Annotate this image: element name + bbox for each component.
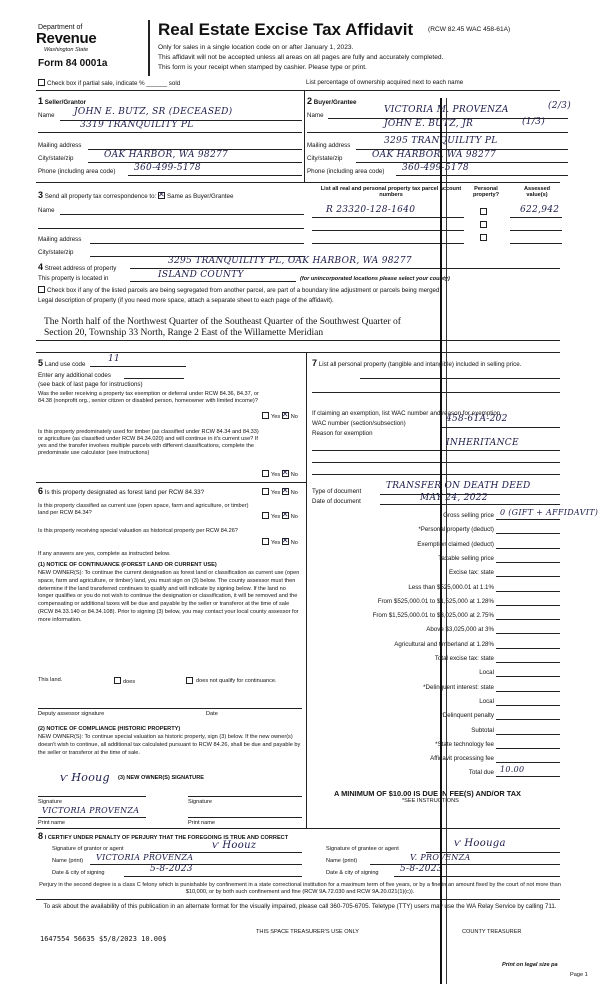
tax-row-label: Agricultural and timberland at 1.28% bbox=[394, 640, 494, 648]
grantee-date[interactable]: 5-8-2023 bbox=[400, 864, 443, 874]
tax-row-label: Subtotal bbox=[471, 726, 494, 734]
forest-no[interactable] bbox=[282, 488, 289, 495]
notice-continuance-body: NEW OWNER(S): To continue the current designation as forest land or classification as current use (open space, farm and agriculture, or timber) land, you must sign on (3) below. The county assessor must then determine if the land transferred continues to qualify and will indicate by signing below. If the land no longer qualifies or you do not wish to continue the designation or classification, it will be removed and the compensating or additional taxes will be due and payable by the seller or transferor at the time of sale (RCW 84.33.140 or 84.34.108). Prior to signing (3) below, you may contact your local county assessor for more information. bbox=[38, 570, 300, 623]
page-title: Real Estate Excise Tax Affidavit bbox=[158, 20, 414, 39]
q2-yes[interactable] bbox=[262, 470, 269, 477]
answers-note: If any answers are yes, complete as instructed below. bbox=[38, 551, 171, 557]
tax-row-label: Taxable selling price bbox=[438, 554, 494, 562]
owner-sig-heading: (3) NEW OWNER(S) SIGNATURE bbox=[118, 775, 204, 781]
cashier-stamp: 1647554 56635 $5/8/2023 10.00$ bbox=[40, 935, 167, 943]
state-label: Washington State bbox=[44, 47, 89, 53]
tax-row-label: Total due bbox=[468, 769, 494, 777]
agency-logo: Revenue bbox=[36, 30, 97, 47]
buyer-name[interactable]: VICTORIA M. PROVENZA bbox=[384, 105, 509, 115]
personal-checkbox-2[interactable] bbox=[480, 221, 487, 228]
personal-checkbox-1[interactable] bbox=[480, 208, 487, 215]
tax-row-label: From $1,525,000.01 to $3,025,000 at 2.75% bbox=[372, 612, 494, 620]
seller-name[interactable]: JOHN E. BUTZ, SR (DECEASED) bbox=[74, 107, 233, 117]
timber-question: Is this property predominately used for timber (as classified under RCW 84.34 and 84.33) or agriculture (as classified under RCW 84.34.020) and will continue in it's current use? If yes and the transfer involves multiple parcels with different classifications, complete the predominate use calculator (see instructions) bbox=[38, 429, 259, 456]
current-use-yes[interactable] bbox=[262, 512, 269, 519]
grantor-date[interactable]: 5-8-2023 bbox=[150, 864, 193, 874]
buyer-share-1: (2/3) bbox=[548, 101, 572, 111]
deputy-date: Date bbox=[206, 711, 218, 717]
buyer-phone[interactable]: 360-499-5178 bbox=[402, 163, 469, 173]
corr-name-label: Name bbox=[38, 207, 55, 214]
doc-type-label: Type of document bbox=[312, 488, 362, 495]
tax-row-label: From $525,000.01 to $1,525,000 at 1.28% bbox=[377, 597, 494, 605]
personal-header: Personal property? bbox=[472, 186, 500, 198]
q1-no[interactable] bbox=[282, 412, 289, 419]
not-qualify: does not qualify for continuance. bbox=[196, 678, 277, 684]
street-label: Street address of property bbox=[44, 265, 117, 272]
tax-row-label: *Delinquent penalty bbox=[440, 712, 494, 720]
buyer-city-label: City/state/zip bbox=[307, 155, 343, 162]
grantor-sig-label: Signature of grantor or agent bbox=[52, 846, 124, 852]
grantee-signature-mark: ⱱ Hoouga bbox=[454, 838, 506, 849]
seller-phone[interactable]: 360-499-5178 bbox=[134, 163, 201, 173]
legal-line-1: The North half of the Northwest Quarter of the Southeast Quarter of the Southwest Quarter of bbox=[44, 317, 401, 327]
sig-label-2: Signature bbox=[188, 799, 212, 805]
this-land: This land. bbox=[38, 677, 63, 683]
same-as-buyer-checkbox[interactable] bbox=[158, 192, 165, 199]
intro-line-3: This form is your receipt when stamped by cashier. Please type or print. bbox=[158, 64, 367, 71]
forest-question: Is this property designated as forest land per RCW 84.33? bbox=[44, 489, 205, 496]
current-use-no[interactable] bbox=[282, 512, 289, 519]
intro-line-1: Only for sales in a single location code on or after January 1, 2023. bbox=[158, 44, 354, 51]
deputy-signature: Deputy assessor signature bbox=[38, 711, 105, 717]
historic-question: Is this property receiving special valuation as historical property per RCW 84.26? bbox=[38, 528, 238, 534]
buyer-name-2[interactable]: JOHN E. BUTZ, JR bbox=[384, 119, 474, 129]
county[interactable]: ISLAND COUNTY bbox=[158, 270, 244, 280]
seller-name-2[interactable]: 3319 TRANQUILITY PL bbox=[80, 120, 194, 130]
exemption-reason[interactable]: INHERITANCE bbox=[446, 438, 519, 448]
personal-property-label: List all personal property (tangible and intangible) included in selling price. bbox=[318, 361, 522, 368]
exemption-question: Was the seller receiving a property tax exemption or deferral under RCW 84.36, 84.37, or 84.38 (nonprofit org., senior citizen or disabled person, homeowner with limited income)? bbox=[38, 391, 259, 404]
exemption-label: If claiming an exemption, list WAC number and reason for exemption. bbox=[312, 410, 502, 417]
tax-row-label: Excise tax: state bbox=[448, 569, 494, 577]
certify-heading: I CERTIFY UNDER PENALTY OF PERJURY THAT THE FOREGOING IS TRUE AND CORRECT bbox=[44, 835, 289, 841]
intro-line-2: This affidavit will not be accepted unless all areas on all pages are fully and accurately completed. bbox=[158, 54, 444, 61]
land-use-code[interactable]: 11 bbox=[108, 354, 121, 364]
tax-row-label: Local bbox=[479, 669, 494, 677]
legal-line-2: Section 20, Township 33 North, Range 2 East of the Willamette Meridian bbox=[44, 328, 324, 338]
wac-label: WAC number (section/subsection) bbox=[312, 420, 406, 427]
scan-line-2 bbox=[446, 98, 447, 984]
scan-line-1 bbox=[440, 98, 442, 984]
segregated-row: Check box if any of the listed parcels are being segregated from another parcel, are part of a boundary line adjustment or parcels being merged. bbox=[38, 286, 441, 294]
grantor-signature-mark: ⱱ Hoouz bbox=[212, 840, 257, 851]
doc-type[interactable]: TRANSFER ON DEATH DEED bbox=[386, 481, 531, 491]
grantee-date-label: Date & city of signing bbox=[326, 870, 379, 876]
notice-continuance-title: (1) NOTICE OF CONTINUANCE (FOREST LAND OR CURRENT USE) bbox=[38, 562, 217, 568]
buyer-mailing[interactable]: 3295 TRANQUILITY PL bbox=[384, 136, 498, 146]
located-label: This property is located in bbox=[38, 275, 109, 282]
notice-compliance-title: (2) NOTICE OF COMPLIANCE (HISTORIC PROPERTY) bbox=[38, 726, 181, 732]
form-number: Form 84 0001a bbox=[38, 58, 108, 69]
buyer-heading: Buyer/Grantee bbox=[313, 99, 357, 106]
tax-row-label: *Personal property (deduct) bbox=[418, 526, 494, 534]
legal-label: Legal description of property (if you need more space, attach a separate sheet to each page of the affidavit). bbox=[38, 297, 334, 304]
seller-mailing-label: Mailing address bbox=[38, 142, 82, 149]
buyer-share-2: (1/3) bbox=[522, 117, 546, 127]
grantor-name[interactable]: VICTORIA PROVENZA bbox=[96, 853, 194, 862]
doc-date-label: Date of document bbox=[312, 498, 361, 505]
grantee-sig-label: Signature of grantee or agent bbox=[326, 846, 399, 852]
additional-codes: Enter any additional codes bbox=[38, 372, 111, 379]
legal-size-note: Print on legal size pa bbox=[502, 962, 558, 968]
partial-sale-row: Check box if partial sale, indicate % ______ sold bbox=[38, 79, 180, 87]
notice-compliance-body: NEW OWNER(S): To continue special valuation as historic property, sign (3) below. If the new owner(s) doesn't wish to continue, all additional tax calculated pursuant to RCW 84.26, shall be due and payable by the seller or transferor at the time of sale. bbox=[38, 734, 301, 756]
q1-yes-no: Yes ✕ No bbox=[262, 412, 298, 420]
tax-row-label: Less than $525,000.01 at 1.1% bbox=[408, 583, 494, 591]
seller-city-label: City/state/zip bbox=[38, 155, 74, 162]
dept-label: Department of bbox=[38, 24, 83, 31]
grantee-name[interactable]: V. PROVENZA bbox=[410, 853, 471, 862]
wac-number[interactable]: 458-61A-202 bbox=[446, 414, 508, 424]
tax-row-label: Gross selling price bbox=[443, 512, 494, 519]
personal-checkbox-3[interactable] bbox=[480, 234, 487, 241]
tax-row-label: *Delinquent interest: state bbox=[423, 683, 494, 691]
tax-row-label: Above $3,025,000 at 3% bbox=[426, 626, 494, 634]
current-use-question: Is this property classified as current use (open space, farm and agriculture, or timber) land per RCW 84.34? bbox=[38, 503, 249, 516]
perjury-notice: Perjury in the second degree is a class C felony which is punishable by confinement in a state correctional institution for a maximum term of five years, or by a fine in an amount fixed by the court of not more than $10,000, or by both such confinement and fine (RCW 9A.72.030 and RCW 9A.20.021(1)(c)). bbox=[39, 882, 561, 895]
parcel-number[interactable]: R 23320-128-1640 bbox=[326, 205, 416, 215]
reason-label: Reason for exemption bbox=[312, 430, 373, 437]
buyer-name-label: Name bbox=[307, 112, 324, 119]
corr-city-label: City/state/zip bbox=[38, 249, 74, 256]
grantee-name-label: Name (print) bbox=[326, 858, 358, 864]
affidavit-page: Department of Revenue Washington State Form 84 0001a Real Estate Excise Tax Affidavit (RCW 82.45 WAC 458-61A) Only for sales in a single location code on or after January 1, 2023. This affidavit will not be accepted unless all areas on all pages are fully and accurately completed. This form is your receipt when stamped by cashier. Please type or print. Check box if partial sale, indicate % ______ sold List percentage of ownership acquired next to each name 1 Seller/Grantor Name JOHN E. BUTZ, SR (DECEASED) 3319 TRANQUILITY PL Mailing address City/state/zip OAK HARBOR, WA 98277 Phone (including area code) 360-499-5178 2 Buyer/Grantee Name VICTORIA M. PROVENZA (2/3) JOHN E. BUTZ, JR (1/3) Mailing address 3295 TRANQUILITY PL City/state/zip OAK HARBOR, WA 98277 Phone (including area code) 360-499-5178 3 Send all property tax correspondence to: ✕ Same as Buyer/Grantee Name Mailing address City/state/zip List all real and personal property tax parcel account numbers Personal property? Assessed value(s) R 23320-128-1640 622,942 4 Street address of property 3295 TRANQUILITY PL, OAK HARBOR, WA 98277 This property is located in ISLAND COUNTY (for unincorporated locations please select your county) Check box if any of the listed parcels are being segregated from another parcel, are part of a boundary line adjustment or parcels being merged. Legal description of property (if you need more space, attach a separate sheet to each page of the affidavit). The North half of the Northwest Quarter of the Southeast Quarter of the Southwest Quarter of Section 20, Township 33 North, Range 2 East of the Willamette Meridian 5 Land use code 11 Enter any additional codes (see back of last page for instructions) Was the seller receiving a property tax exemption or deferral under RCW 84.36, 84.37, or 84.38 (nonprofit org., senior citizen or disabled person, homeowner with limited income)? Yes ✕ No Is this property predominately used for timber (as classified under RCW 84.34 and 84.33) or agriculture (as classified under RCW 84.34.020) and will continue in it's current use? If yes and the transfer involves multiple parcels with different classifications, complete the predominate use calculator (see instructions) Yes ✕ No 6 Is this property designated as forest land per RCW 84.33? Yes ✕ No Is this property classified as current use (open space, farm and agriculture, or timber) land per RCW 84.34? Yes ✕ No Is this property receiving special valuation as historical property per RCW 84.26? Yes ✕ No If any answers are yes, complete as instructed below. (1) NOTICE OF CONTINUANCE (FOREST LAND OR CURRENT USE) NEW OWNER(S): To continue the current designation as forest land or classification as current use (open space, farm and agriculture, or timber) land, you must sign on (3) below. The county assessor must then determine if the land transferred continues to qualify and will indicate by signing below. If the land no longer qualifies or you do not wish to continue the designation or classification, it will be removed and the compensating or additional taxes will be due and payable by the seller or transferor at the time of sale (RCW 84.33.140 or 84.34.108). Prior to signing (3) below, you may contact your local county assessor for more information. This land. does does not qualify for continuance. Deputy assessor signature Date (2) NOTICE OF COMPLIANCE (HISTORIC PROPERTY) NEW OWNER(S): To continue special valuation as historic property, sign (3) below. If the new owner(s) doesn't wish to continue, all additional tax calculated pursuant to RCW 84.26, shall be due and payable by the seller or transferor at the time of sale. (3) NEW OWNER(S) SIGNATURE ⱱ Hooug Signature Signature VICTORIA PROVENZA Print name Print name 7 List all personal property (tangible and intangible) included in selling price. If claiming an exemption, list WAC number and reason for exemption. WAC number (section/subsection) 458-61A-202 Reason for exemption INHERITANCE Type of document TRANSFER ON DEATH DEED Date of document MAY 24, 2022 Gross selling price 0 (GIFT + AFFIDAVIT) *Personal property (deduct) Exemption claimed (deduct) Taxable selling price Excise tax: state Less than $525,000.01 at 1.1% From $525,000.01 to $1,525,000 at 1.28% From $1,525,000.01 to $3,025,000 at 2.75% Above $3,025,000 at 3% Agricultural and timberland at 1.28% Total excise tax: state Local *Delinquent interest: state Local *Delinquent penalty Subtotal *State technology fee Affidavit processing fee Total due 10.00 A MINIMUM OF $10.00 IS DUE IN FEE(S) AND/OR TAX *SEE INSTRUCTIONS 8 I CERTIFY UNDER PENALTY OF PERJURY THAT THE FOREGOING IS TRUE AND CORRECT Signature of grantor or agent ⱱ Hoouz Name (print) VICTORIA PROVENZA Date & city of signing 5-8-2023 Signature of grantee or agent ⱱ Hoouga Name (print) V. PROVENZA Date & city of signing 5-8-2023 Perjury in the second degree is a class C felony which is punishable by confinement in a state correctional institution for a maximum term of five years, or by a fine in an amount fixed by the court of not more than $10,000, or by both such confinement and fine (RCW 9A.72.030 and RCW 9A.20.021(1)(c)). To ask about the availability of this publication in an alternate format for the visually impaired, please call 360-705-6705. Teletype (TTY) users may use the WA Relay Service by calling 711. 1647554 56635 $5/8/2023 10.00$ THIS SPACE TREASURER'S USE ONLY COUNTY TREASURER Print on legal size pa Page 1 bbox=[0, 0, 600, 991]
grantor-date-label: Date & city of signing bbox=[52, 870, 105, 876]
q2-yes-no: Yes ✕ No bbox=[262, 470, 298, 478]
owner-signature-mark: ⱱ Hooug bbox=[60, 771, 110, 784]
tax-row-value[interactable]: 10.00 bbox=[500, 765, 525, 775]
tax-row-label: Affidavit processing fee bbox=[430, 755, 494, 763]
seller-city[interactable]: OAK HARBOR, WA 98277 bbox=[104, 150, 229, 160]
treasurer-space: THIS SPACE TREASURER'S USE ONLY bbox=[256, 929, 360, 935]
partial-sale-checkbox[interactable] bbox=[38, 79, 45, 86]
owner-print-name[interactable]: VICTORIA PROVENZA bbox=[42, 806, 140, 815]
doc-date[interactable]: MAY 24, 2022 bbox=[420, 493, 488, 503]
see-back: (see back of last page for instructions) bbox=[38, 381, 143, 388]
tax-row-label: *State technology fee bbox=[435, 740, 494, 748]
ownership-note: List percentage of ownership acquired next to each name bbox=[306, 79, 464, 86]
buyer-city[interactable]: OAK HARBOR, WA 98277 bbox=[372, 150, 497, 160]
rcw-reference: (RCW 82.45 WAC 458-61A) bbox=[428, 26, 511, 33]
historic-yes[interactable] bbox=[262, 538, 269, 545]
page-number: Page 1 bbox=[570, 972, 588, 978]
tax-row-label: Exemption claimed (deduct) bbox=[417, 540, 494, 548]
tax-row-value[interactable]: 0 (GIFT + AFFIDAVIT) bbox=[500, 508, 599, 517]
q1-yes[interactable] bbox=[262, 412, 269, 419]
print-label-1: Print name bbox=[38, 820, 66, 826]
seller-name-label: Name bbox=[38, 112, 55, 119]
unincorp-note: (for unincorporated locations please select your county) bbox=[300, 276, 450, 282]
forest-yes[interactable] bbox=[262, 488, 269, 495]
seller-heading: Seller/Grantor bbox=[44, 99, 87, 106]
correspondence-label: Send all property tax correspondence to: bbox=[44, 193, 157, 200]
assessed-header: Assessed value(s) bbox=[523, 186, 551, 198]
land-use-label: Land use code bbox=[44, 361, 86, 368]
minimum-due: A MINIMUM OF $10.00 IS DUE IN FEE(S) AND/OR TAX bbox=[334, 789, 521, 798]
tax-row-label: Local bbox=[479, 697, 494, 705]
buyer-phone-label: Phone (including area code) bbox=[307, 168, 385, 175]
see-instructions: *SEE INSTRUCTIONS bbox=[402, 798, 459, 804]
historic-no[interactable] bbox=[282, 538, 289, 545]
corr-mailing-label: Mailing address bbox=[38, 236, 82, 243]
availability-notice: To ask about the availability of this publication in an alternate format for the visually impaired, please call 360-705-6705. Teletype (TTY) users may use the WA Relay Service by calling 711. bbox=[43, 903, 557, 910]
assessed-value[interactable]: 622,942 bbox=[520, 205, 560, 215]
segregated-checkbox[interactable] bbox=[38, 286, 45, 293]
sig-label-1: Signature bbox=[38, 799, 62, 805]
buyer-mailing-label: Mailing address bbox=[307, 142, 351, 149]
seller-phone-label: Phone (including area code) bbox=[38, 168, 116, 175]
parcel-header: List all real and personal property tax parcel account numbers bbox=[320, 186, 462, 198]
street-address[interactable]: 3295 TRANQUILITY PL, OAK HARBOR, WA 98277 bbox=[168, 256, 412, 266]
grantor-name-label: Name (print) bbox=[52, 858, 84, 864]
county-treasurer: COUNTY TREASURER bbox=[462, 929, 522, 935]
tax-row-label: Total excise tax: state bbox=[434, 655, 494, 662]
print-label-2: Print name bbox=[188, 820, 216, 826]
q2-no[interactable] bbox=[282, 470, 289, 477]
